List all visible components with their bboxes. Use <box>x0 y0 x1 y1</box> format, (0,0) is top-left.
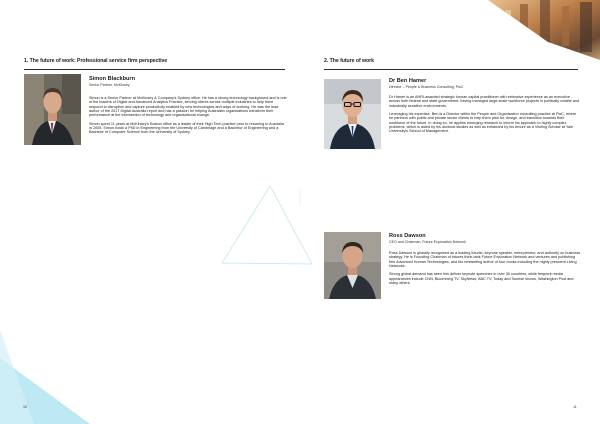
person-name: Ross Dawson <box>389 233 426 239</box>
portrait-photo-simon <box>24 74 81 145</box>
person-role: Director – People & Business Consulting, PwC <box>389 85 464 89</box>
section-title-right: 2. The future of work <box>324 58 374 64</box>
portrait-photo-ross <box>324 232 381 299</box>
person-name: Dr Ben Hamer <box>389 78 427 84</box>
page-number-left: 10 <box>23 405 27 409</box>
city-photo <box>488 0 600 60</box>
person-name: Simon Blackburn <box>89 76 136 82</box>
bio-paragraph: Dr Hamer is an AHRI-awarded strategic human capital practitioner with extensive experience as an executive across both federal and state government, having managed large-scale workforce projects in politically volatile and industrially sensitive environments. <box>389 95 580 108</box>
section-title-left: 1. The future of work: Professional service firm perspective <box>24 58 168 64</box>
bio-paragraph: Strong global demand has seen him deliver keynote speeches in over 30 countries, while frequent media appearances include CNN, Bloomberg TV, SkyNews, ABC TV, Today and Sunrise shows, Washington Post and many others. <box>389 272 574 286</box>
portrait-photo-ben <box>324 79 381 149</box>
bio-paragraph: Ross Dawson is globally recognised as a leading futurist, keynote speaker, entrepreneur, and authority on business strategy. He is Founding Chairman of futures think-tank Future Exploration Network and ventures and publishing firm Advanced Human Technologies, and the bestselling author of four books including the highly prescient Living Networks. <box>389 251 581 268</box>
person-role: CEO and Chairman, Future Exploration Network <box>389 240 466 244</box>
section-rule-left <box>24 69 285 70</box>
person-role: Senior Partner, McKinsey <box>89 83 130 87</box>
bio-paragraph: Simon spent 11 years at McKinsey's Boston office as a leader of their High Tech practice prior to returning to Australia in 2005. Simon holds a PhD in Engineering from the University of Cambridge and a Bachelor of Engineering and a Bachelor of Computer Science from the University of Sydney. <box>89 121 284 135</box>
section-rule-right <box>324 69 578 70</box>
page-number-right: 11 <box>573 405 577 409</box>
outline-triangle-decoration <box>222 186 312 264</box>
bio-paragraph: Simon is a Senior Partner at McKinsey & Company's Sydney office. He has a strong technology background and is one of the leaders of Digital and Advanced Analytics Practice, serving clients across multiple industries to help them respond to disruption and capture productivity enabled by new technologies and ways of working. He was the lead author of the 2017 Digital Australia report and has a passion for helping Australian organisations transform their performance at the intersection of technology and organisational change. <box>89 96 287 118</box>
bio-paragraph: Leveraging his expertise, Ben is a Director within the People and Organisation consulting practice at PwC, where he partners with public and private sector clients to help them plan for, design, and transition towards their workforce of the future. In doing so, he applies emerging research to inform his approach to highly complex problems, which is aided by his doctoral studies as well as enhanced by his tenure as a Visiting Scholar at Yale University's School of Management. <box>389 112 577 134</box>
